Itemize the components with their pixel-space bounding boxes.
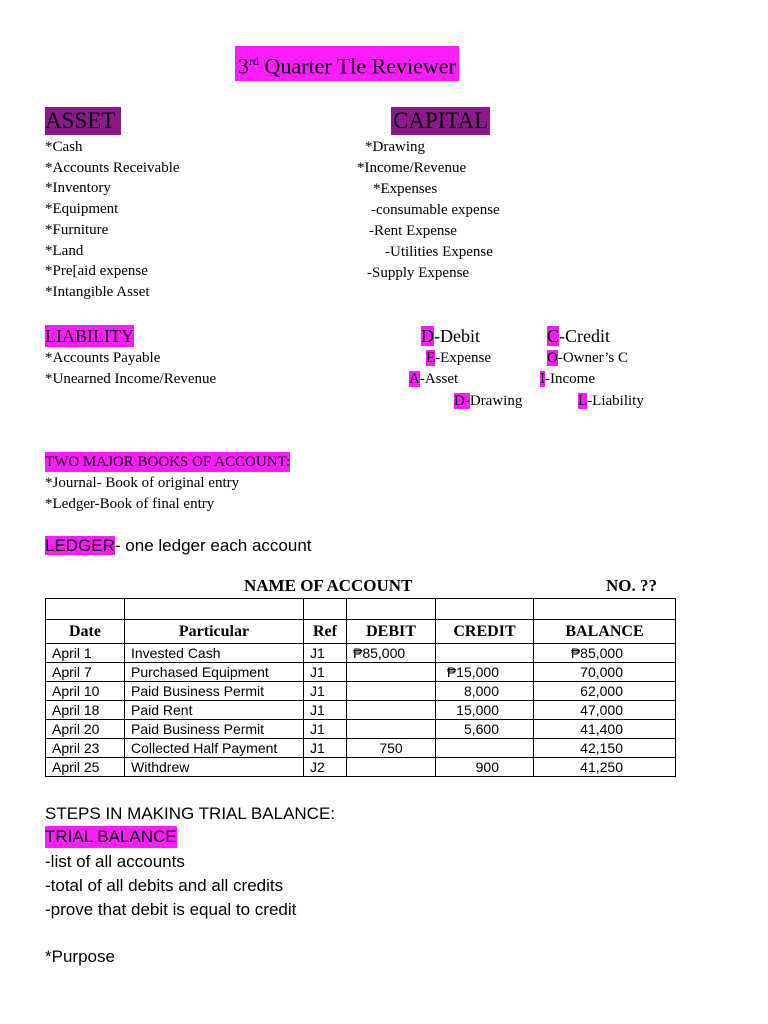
mnemonic-asset: A-Asset [409,371,459,387]
table-row: April 18 Paid Rent J1 15,000 47,000 [46,701,676,720]
capital-item-rent: -Rent Expense [369,223,457,239]
table-row: April 25 Withdrew J2 900 41,250 [46,758,676,777]
ledger-account-number-heading: NO. ?? [606,576,657,595]
table-row: April 10 Paid Business Permit J1 8,000 62,000 [46,682,676,701]
column-header: Date [46,620,125,644]
list-item: *Land [45,242,84,259]
capital-heading: CAPITAL [393,108,489,133]
trial-balance-list [45,850,296,922]
asset-heading: ASSET [45,107,121,135]
list-item: *Cash [45,139,83,155]
ledger-definition: LEDGER- one ledger each account [45,536,312,555]
table-row [46,599,676,620]
list-item: *Unearned Income/Revenue [45,370,217,387]
table-row: April 20 Paid Business Permit J1 5,600 41,400 [46,720,676,739]
capital-item-drawing: *Drawing [365,139,425,155]
books-heading: TWO MAJOR BOOKS OF ACCOUNT: [45,454,291,470]
mnemonic-drawing: D-Drawing [454,393,523,409]
mnemonic-expense: E-Expense [426,350,491,366]
mnemonic-owners-capital: O-Owner’s C [547,350,628,366]
table-row: April 1 Invested Cash J1 ₱85,000 ₱85,000 [46,644,676,663]
capital-item-supply: -Supply Expense [367,265,470,281]
mnemonic-liability: L-Liability [578,393,644,409]
list-item: *Pre[aid expense [45,263,148,280]
ledger-table [45,598,676,777]
list-item: *Intangible Asset [45,283,150,300]
column-header: Ref [304,620,347,644]
liability-list [45,348,216,389]
asset-list [45,137,180,303]
capital-item-income: *Income/Revenue [357,160,467,176]
column-header: CREDIT [436,620,534,644]
liability-heading: LIABILITY [45,326,134,346]
list-item: *Equipment [45,201,119,218]
list-item: *Accounts Payable [45,350,161,366]
list-item: -total of all debits and all credits [45,876,284,895]
column-header: DEBIT [347,620,436,644]
list-item: -prove that debit is equal to credit [45,900,297,919]
capital-item-consumable: -consumable expense [371,202,500,218]
trial-purpose: *Purpose [45,947,115,966]
table-row: April 7 Purchased Equipment J1 ₱15,000 70,000 [46,663,676,682]
mnemonic-credit: C-Credit [547,326,611,346]
list-item: -list of all accounts [45,852,185,871]
ledger-account-name-heading: NAME OF ACCOUNT [244,576,413,595]
page-title: 3rd Quarter Tle Reviewer [235,46,459,81]
mnemonic-debit: D-Debit [421,326,480,346]
capital-item-utilities: -Utilities Expense [385,244,493,260]
list-item: *Furniture [45,221,109,238]
books-list [45,473,239,514]
column-header: Particular [125,620,304,644]
capital-item-expenses: *Expenses [373,181,438,197]
column-header: BALANCE [534,620,676,644]
list-item: *Accounts Receivable [45,159,180,176]
mnemonic-income: I-Income [540,371,595,387]
list-item: *Ledger-Book of final entry [45,495,215,512]
list-item: *Journal- Book of original entry [45,475,240,491]
table-row: April 23 Collected Half Payment J1 750 42,150 [46,739,676,758]
table-header-row [46,620,676,644]
list-item: *Inventory [45,180,111,197]
trial-steps-heading: STEPS IN MAKING TRIAL BALANCE: [45,804,336,823]
trial-balance-heading: TRIAL BALANCE [45,827,177,846]
